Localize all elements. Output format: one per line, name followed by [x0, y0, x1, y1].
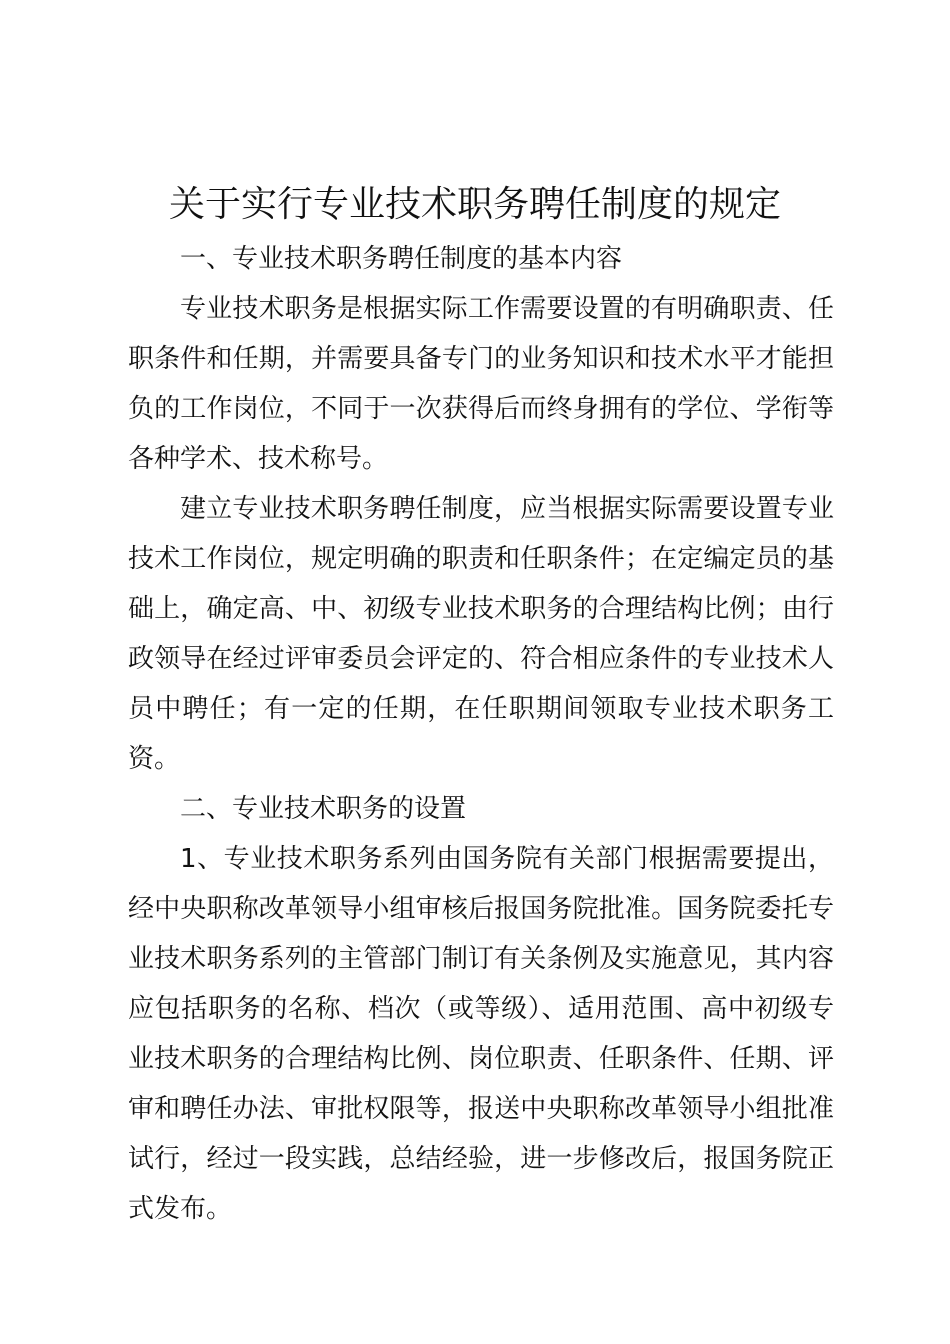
paragraph-2: 建立专业技术职务聘任制度，应当根据实际需要设置专业技术工作岗位，规定明确的职责和任职条件；在定编定员的基础上，确定高、中、初级专业技术职务的合理结构比例；由行政领导在经过评审委员会评定的、符合相应条件的专业技术人员中聘任；有一定的任期，在任职期间领取专业技术职务工资。: [128, 494, 834, 774]
section-heading-2: 二、专业技术职务的设置: [180, 794, 467, 824]
document-body: [128, 234, 834, 1234]
section-heading-1: 一、专业技术职务聘任制度的基本内容: [180, 244, 623, 274]
paragraph-3: 1、专业技术职务系列由国务院有关部门根据需要提出，经中央职称改革领导小组审核后报国务院批准。国务院委托专业技术职务系列的主管部门制订有关条例及实施意见，其内容应包括职务的名称、档次（或等级）、适用范围、高中初级专业技术职务的合理结构比例、岗位职责、任职条件、任期、评审和聘任办法、审批权限等，报送中央职称改革领导小组批准试行，经过一段实践，总结经验，进一步修改后，报国务院正式发布。: [128, 844, 834, 1224]
document-title: 关于实行专业技术职务聘任制度的规定: [168, 184, 781, 225]
paragraph-1: 专业技术职务是根据实际工作需要设置的有明确职责、任职条件和任期，并需要具备专门的业务知识和技术水平才能担负的工作岗位，不同于一次获得后而终身拥有的学位、学衔等各种学术、技术称号。: [128, 294, 834, 474]
